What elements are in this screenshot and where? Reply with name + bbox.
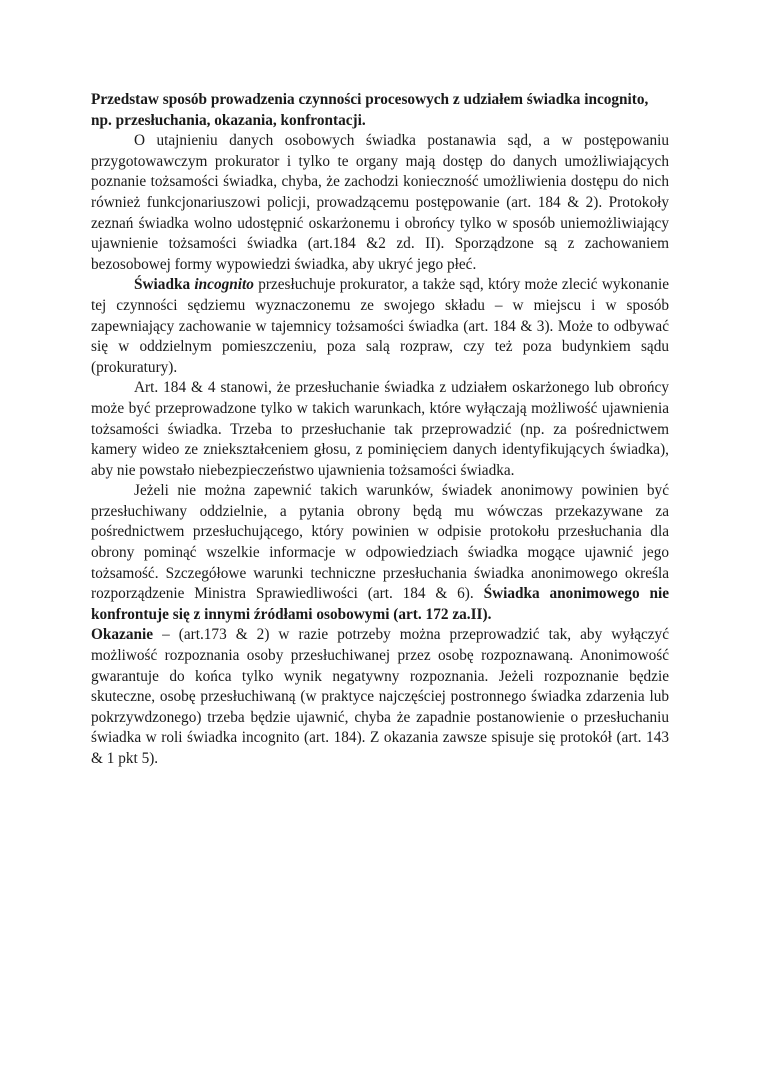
paragraph-identification: [91, 625, 669, 769]
incognito-heading-bold: Świadka: [134, 276, 195, 294]
document-page: [91, 90, 669, 770]
no-confrontation-bold: Świadka anonimowego nie konfrontuje się z innymi źródłami osobowymi: [91, 585, 669, 623]
paragraph-anonymous-witness: [91, 481, 669, 625]
incognito-heading-italic: incognito: [194, 276, 254, 294]
no-confrontation-ref: (art. 172 za.II).: [389, 605, 492, 623]
anonymous-witness-text: Jeżeli nie można zapewnić takich warunków, świadek anonimowy powinien być przesłuchiwany oddzielnie, a pytania obrony będą mu wówczas przekazywane za pośrednictwem przesłuchującego, który powinien w odpisie protokołu przesłuchania dla obrony pominąć wszelkie informacje w odpowiedziach świadka mogące ujawnić jego tożsamość. Szczegółowe warunki techniczne przesłuchania świadka anonimowego określa rozporządzenie Ministra Sprawiedliwości (art. 184 & 6).: [91, 482, 669, 603]
identification-text: – (art.173 & 2) w razie potrzeby można przeprowadzić tak, aby wyłączyć możliwość rozpoznania osoby przesłuchiwanej przez osobę rozpoznawaną. Anonimowość gwarantuje do końca tylko wynik negatywny rozpoznania. Jeżeli rozpoznanie będzie skuteczne, osobę przesłuchiwaną (w praktyce najczęściej postronnego świadka zdarzenia lub pokrzywdzonego) trzeba będzie ujawnić, chyba że zapadnie postanowienie o przesłuchaniu świadka w roli świadka incognito (art. 184). Z okazania zawsze spisuje się protokół (art. 143 & 1 pkt 5).: [91, 626, 669, 767]
paragraph-art-184-4: Art. 184 & 4 stanowi, że przesłuchanie świadka z udziałem oskarżonego lub obrońcy może być przeprowadzone tylko w takich warunkach, które wyłączają możliwość ujawnienia tożsamości świadka. Trzeba to przesłuchanie tak przeprowadzić (np. za pośrednictwem kamery wideo ze zniekształceniem głosu, z pominięciem danych identyfikujących świadka), aby nie powstało niebezpieczeństwo ujawnienia tożsamości świadka.: [91, 379, 669, 479]
document-title: Przedstaw sposób prowadzenia czynności procesowych z udziałem świadka incognito, np. przesłuchania, okazania, konfrontacji.: [91, 91, 649, 129]
paragraph-incognito-hearing: [91, 275, 669, 378]
paragraph-data-protection: O utajnieniu danych osobowych świadka postanawia sąd, a w postępowaniu przygotowawczym prokurator i tylko te organy mają dostęp do danych umożliwiających poznanie tożsamości świadka, chyba, że zachodzi konieczność umożliwienia dostępu do nich również funkcjonariuszowi policji, prowadzącemu postępowanie (art. 184 & 2). Protokoły zeznań świadka wolno udostępnić oskarżonemu i obrońcy tylko w sposób uniemożliwiający ujawnienie tożsamości świadka (art.184 &2 zd. II). Sporządzone są z zachowaniem bezosobowej formy wypowiedzi świadka, aby ukryć jego płeć.: [91, 132, 669, 273]
incognito-paragraph-text: przesłuchuje prokurator, a także sąd, który może zlecić wykonanie tej czynności sędziemu wyznaczonemu ze swojego składu – w miejscu i w sposób zapewniający zachowanie w tajemnicy tożsamości świadka (art. 184 & 3). Może to odbywać się w oddzielnym pomieszczeniu, poza salą rozpraw, czy też poza budynkiem sądu (prokuratury).: [91, 276, 669, 376]
identification-heading: Okazanie: [91, 626, 154, 644]
